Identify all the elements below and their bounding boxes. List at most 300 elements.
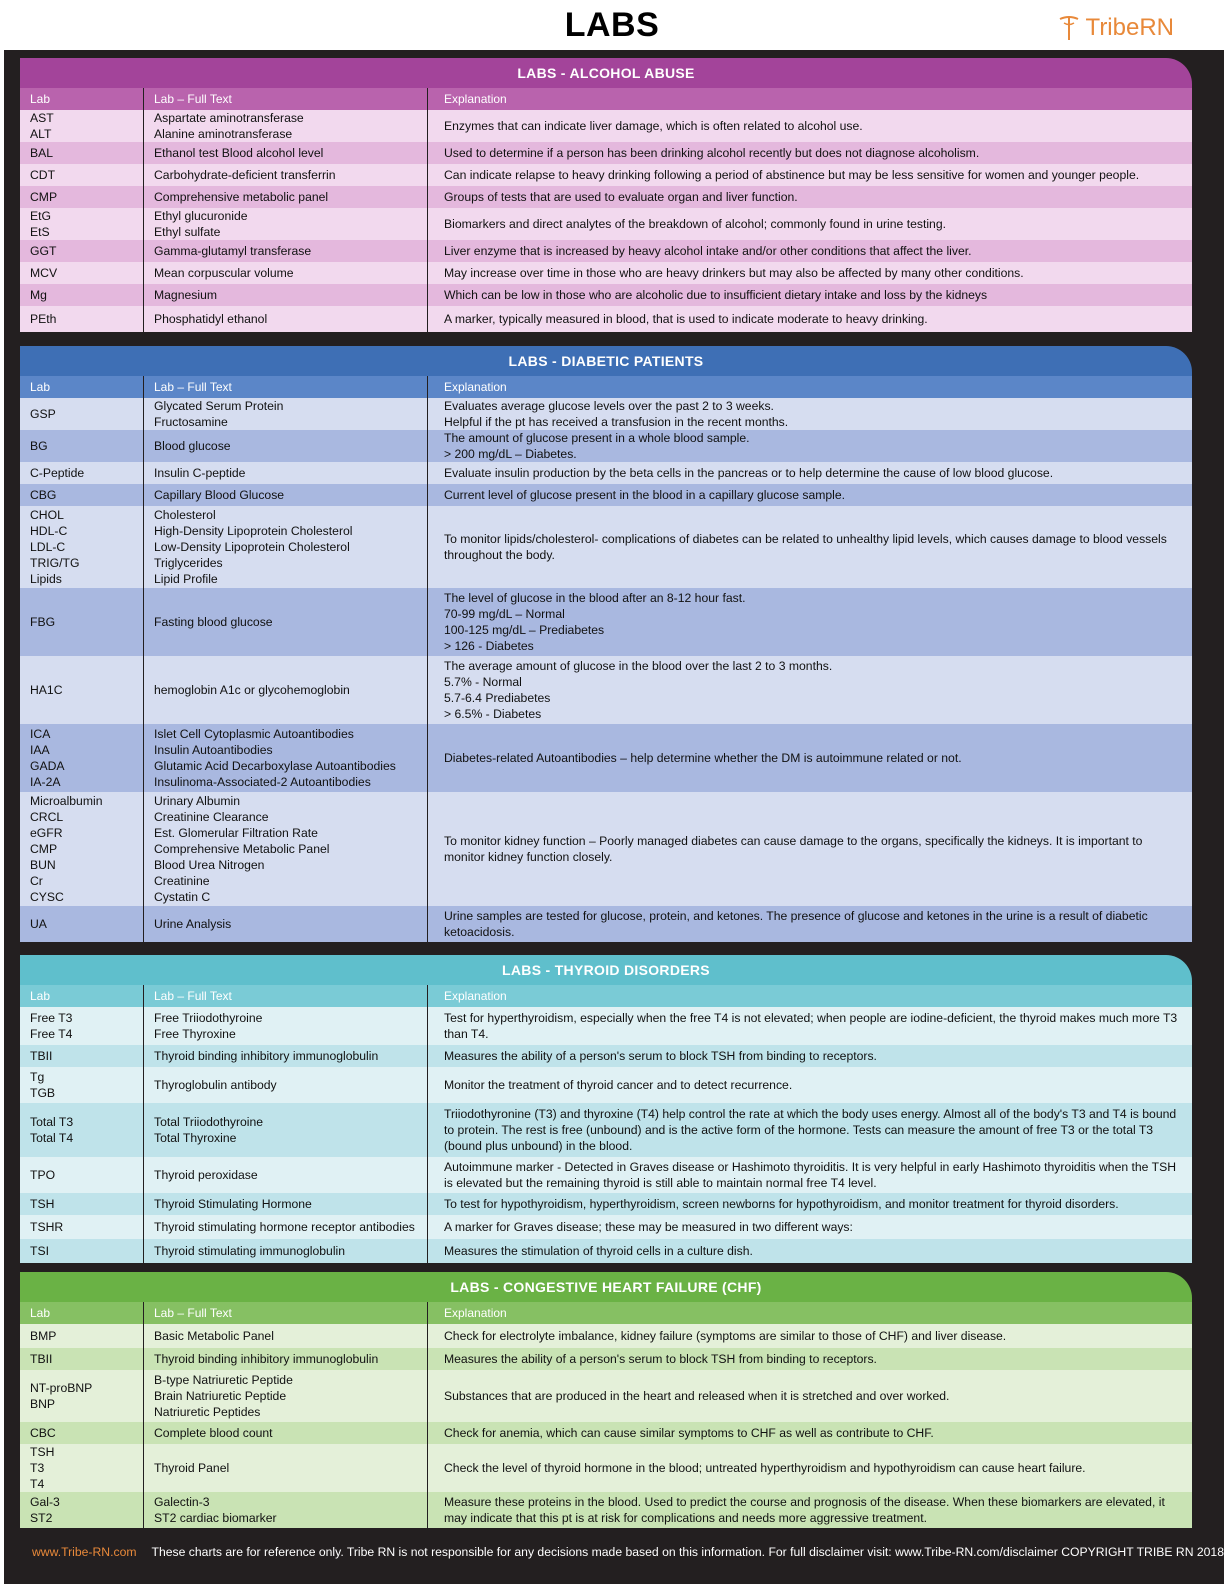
- lab-full-text: [144, 398, 428, 430]
- lab-abbreviation: [20, 724, 144, 792]
- lab-abbreviation-line: TPO: [30, 1168, 56, 1182]
- lab-explanation: [428, 1324, 1192, 1348]
- lab-abbreviation-line: CMP: [30, 842, 58, 856]
- lab-full-text: [144, 1067, 428, 1103]
- lab-full-text: [144, 1193, 428, 1215]
- lab-explanation: [428, 1444, 1192, 1492]
- lab-full-text: [144, 430, 428, 462]
- lab-abbreviation-line: Microalbumin: [30, 794, 103, 808]
- lab-explanation: [428, 430, 1192, 462]
- lab-abbreviation-line: TGB: [30, 1086, 56, 1100]
- lab-explanation: [428, 1193, 1192, 1215]
- lab-explanation: [428, 484, 1192, 506]
- lab-explanation-line: Liver enzyme that is increased by heavy alcohol intake and/or other conditions that affect the liver.: [444, 244, 972, 258]
- lab-full-text-line: Ethyl sulfate: [154, 225, 221, 239]
- lab-abbreviation-line: TBII: [30, 1352, 53, 1366]
- lab-explanation-line: 5.7-6.4 Prediabetes: [444, 691, 551, 705]
- lab-full-text-line: Phosphatidyl ethanol: [154, 312, 268, 326]
- table-row: [20, 1103, 1192, 1157]
- lab-abbreviation-line: TSH: [30, 1197, 55, 1211]
- table-row: [20, 284, 1192, 306]
- lab-explanation-line: 70-99 mg/dL – Normal: [444, 607, 565, 621]
- lab-full-text-line: ST2 cardiac biomarker: [154, 1511, 277, 1525]
- table-row: [20, 1215, 1192, 1239]
- lab-full-text-line: Ethanol test Blood alcohol level: [154, 146, 324, 160]
- lab-full-text-line: Glycated Serum Protein: [154, 399, 284, 413]
- lab-full-text-line: Thyroid Panel: [154, 1461, 230, 1475]
- lab-explanation: [428, 1157, 1192, 1193]
- lab-abbreviation-line: HA1C: [30, 683, 63, 697]
- lab-explanation-line: Check for anemia, which can cause similar symptoms to CHF as well as contribute to CHF.: [444, 1426, 934, 1440]
- lab-explanation-line: Test for hyperthyroidism, especially when the free T4 is not elevated; when people are iodine-deficient, the thyroid makes much more T3 than T4.: [444, 1011, 1178, 1041]
- lab-full-text-line: Free Thyroxine: [154, 1027, 236, 1041]
- lab-abbreviation-line: Tg: [30, 1070, 45, 1084]
- lab-abbreviation-line: GADA: [30, 759, 65, 773]
- lab-explanation-line: To test for hypothyroidism, hyperthyroidism, screen newborns for hypothyroidism, and monitor treatment for thyroid disorders.: [444, 1197, 1119, 1211]
- lab-full-text: [144, 1370, 428, 1422]
- lab-abbreviation: [20, 240, 144, 262]
- lab-full-text: [144, 724, 428, 792]
- column-header-explanation: Explanation: [444, 989, 507, 1003]
- lab-abbreviation-line: BMP: [30, 1329, 57, 1343]
- lab-explanation: [428, 306, 1192, 332]
- lab-abbreviation-line: Cr: [30, 874, 43, 888]
- lab-full-text-line: Alanine aminotransferase: [154, 127, 293, 141]
- column-header-full-text: Lab – Full Text: [144, 88, 428, 110]
- lab-abbreviation: [20, 1045, 144, 1067]
- lab-full-text-line: Lipid Profile: [154, 572, 218, 586]
- table-row: [20, 484, 1192, 506]
- brand-name: TribeRN: [1085, 14, 1174, 41]
- lab-abbreviation: [20, 1324, 144, 1348]
- lab-abbreviation: [20, 1444, 144, 1492]
- lab-abbreviation: [20, 1103, 144, 1157]
- lab-full-text-line: Urinary Albumin: [154, 794, 241, 808]
- lab-abbreviation-line: T3: [30, 1461, 45, 1475]
- column-header-lab: Lab: [20, 88, 144, 110]
- column-header-explanation: Explanation: [444, 92, 507, 106]
- lab-full-text-line: Mean corpuscular volume: [154, 266, 294, 280]
- lab-full-text-line: Carbohydrate-deficient transferrin: [154, 168, 336, 182]
- lab-abbreviation-line: GSP: [30, 407, 56, 421]
- lab-abbreviation: [20, 1157, 144, 1193]
- lab-abbreviation: [20, 1348, 144, 1370]
- lab-full-text: [144, 484, 428, 506]
- lab-explanation: [428, 906, 1192, 942]
- lab-abbreviation-line: BUN: [30, 858, 56, 872]
- lab-full-text: [144, 906, 428, 942]
- lab-full-text-line: Thyroid binding inhibitory immunoglobulin: [154, 1352, 379, 1366]
- lab-full-text-line: Galectin-3: [154, 1495, 210, 1509]
- section-title: LABS - DIABETIC PATIENTS: [20, 346, 1192, 376]
- lab-abbreviation: [20, 1007, 144, 1045]
- lab-explanation-line: Substances that are produced in the heart and released when it is stretched and over worked.: [444, 1389, 950, 1403]
- lab-abbreviation-line: ICA: [30, 727, 51, 741]
- table-row: [20, 262, 1192, 284]
- lab-explanation-line: To monitor lipids/cholesterol- complications of diabetes can be related to unhealthy lipid levels, which causes damage to blood vessels throughout the body.: [444, 532, 1167, 562]
- lab-abbreviation-line: TBII: [30, 1049, 53, 1063]
- table-row: [20, 208, 1192, 240]
- lab-explanation-line: Measures the stimulation of thyroid cells in a culture dish.: [444, 1244, 753, 1258]
- lab-full-text-line: Complete blood count: [154, 1426, 273, 1440]
- lab-abbreviation: [20, 186, 144, 208]
- lab-abbreviation-line: Mg: [30, 288, 47, 302]
- lab-explanation-line: A marker for Graves disease; these may be measured in two different ways:: [444, 1220, 853, 1234]
- lab-full-text-line: Fructosamine: [154, 415, 228, 429]
- column-header-row: [20, 1302, 1192, 1324]
- lab-abbreviation-line: ALT: [30, 127, 52, 141]
- lab-abbreviation-line: MCV: [30, 266, 58, 280]
- lab-abbreviation-line: TSH: [30, 1445, 55, 1459]
- lab-full-text-line: Free Triiodothyroine: [154, 1011, 263, 1025]
- lab-explanation-line: Triiodothyronine (T3) and thyroxine (T4) help control the rate at which the body uses energy. Almost all of the body's T3 and T4 is bound to protein. The rest is free (unbound) and is the active form of the hormone. Tests can measure the amount of free T3 or the total T3 (bound plus unbound) in the blood.: [444, 1107, 1177, 1153]
- table-row: [20, 724, 1192, 792]
- table-row: [20, 164, 1192, 186]
- lab-explanation-line: 100-125 mg/dL – Prediabetes: [444, 623, 605, 637]
- lab-abbreviation: [20, 792, 144, 906]
- lab-full-text-line: Islet Cell Cytoplasmic Autoantibodies: [154, 727, 354, 741]
- lab-full-text-line: Comprehensive Metabolic Panel: [154, 842, 330, 856]
- lab-explanation-line: > 126 - Diabetes: [444, 639, 534, 653]
- lab-abbreviation-line: LDL-C: [30, 540, 66, 554]
- column-header-lab: Lab: [20, 376, 144, 398]
- lab-abbreviation-line: TRIG/TG: [30, 556, 80, 570]
- table-row: [20, 906, 1192, 942]
- lab-abbreviation: [20, 656, 144, 724]
- table-row: [20, 1045, 1192, 1067]
- lab-explanation-line: > 200 mg/dL – Diabetes.: [444, 447, 577, 461]
- lab-full-text-line: Glutamic Acid Decarboxylase Autoantibodies: [154, 759, 396, 773]
- table-row: [20, 186, 1192, 208]
- lab-full-text-line: Blood glucose: [154, 439, 231, 453]
- table-row: [20, 1370, 1192, 1422]
- lab-abbreviation-line: Lipids: [30, 572, 62, 586]
- section-title: LABS - ALCOHOL ABUSE: [20, 58, 1192, 88]
- lab-full-text: [144, 1239, 428, 1263]
- lab-abbreviation: [20, 110, 144, 142]
- column-header-full-text: Lab – Full Text: [144, 1302, 428, 1324]
- lab-explanation-line: To monitor kidney function – Poorly managed diabetes can cause damage to the organs, specifically the kidneys. It is important to monitor kidney function closely.: [444, 834, 1143, 864]
- lab-abbreviation: [20, 142, 144, 164]
- footer-disclaimer: These charts are for reference only. Tribe RN is not responsible for any decisions made based on this information. For full disclaimer visit: www.Tribe-RN.com/disclaimer COPYRIGHT TRIBE RN 2018: [151, 1545, 1224, 1559]
- column-header-lab: Lab: [20, 1302, 144, 1324]
- table-row: [20, 1324, 1192, 1348]
- lab-explanation: [428, 1007, 1192, 1045]
- lab-full-text-line: High-Density Lipoprotein Cholesterol: [154, 524, 353, 538]
- column-header-explanation: Explanation: [444, 380, 507, 394]
- lab-abbreviation: [20, 484, 144, 506]
- lab-abbreviation-line: CMP: [30, 190, 58, 204]
- lab-full-text-line: Triglycerides: [154, 556, 223, 570]
- lab-abbreviation: [20, 588, 144, 656]
- lab-explanation: [428, 1348, 1192, 1370]
- lab-abbreviation-line: BAL: [30, 146, 54, 160]
- lab-abbreviation: [20, 1492, 144, 1528]
- section-0: [20, 58, 1192, 332]
- lab-abbreviation: [20, 1239, 144, 1263]
- lab-full-text-line: Thyroid stimulating immunoglobulin: [154, 1244, 346, 1258]
- lab-full-text-line: Insulin Autoantibodies: [154, 743, 273, 757]
- lab-abbreviation-line: IA-2A: [30, 775, 61, 789]
- lab-full-text-line: Est. Glomerular Filtration Rate: [154, 826, 318, 840]
- lab-full-text-line: Ethyl glucuronide: [154, 209, 248, 223]
- lab-full-text-line: Thyroid stimulating hormone receptor antibodies: [154, 1220, 415, 1234]
- lab-explanation: [428, 1239, 1192, 1263]
- lab-abbreviation-line: CBC: [30, 1426, 56, 1440]
- lab-explanation-line: Can indicate relapse to heavy drinking following a period of abstinence but may be less sensitive for women and younger people.: [444, 168, 1140, 182]
- table-row: [20, 1067, 1192, 1103]
- table-row: [20, 506, 1192, 588]
- column-header-full-text: Lab – Full Text: [144, 376, 428, 398]
- lab-full-text-line: Total Triiodothyroine: [154, 1115, 264, 1129]
- lab-explanation-line: Used to determine if a person has been drinking alcohol recently but does not diagnose alcoholism.: [444, 146, 980, 160]
- table-row: [20, 142, 1192, 164]
- lab-explanation-line: May increase over time in those who are heavy drinkers but may also be affected by many other conditions.: [444, 266, 1024, 280]
- table-row: [20, 1422, 1192, 1444]
- lab-abbreviation: [20, 208, 144, 240]
- lab-full-text: [144, 284, 428, 306]
- lab-explanation-line: The average amount of glucose in the blood over the last 2 to 3 months.: [444, 659, 833, 673]
- lab-full-text-line: Insulin C-peptide: [154, 466, 246, 480]
- lab-explanation: [428, 656, 1192, 724]
- lab-abbreviation-line: GGT: [30, 244, 57, 258]
- lab-abbreviation: [20, 1193, 144, 1215]
- lab-explanation: [428, 1492, 1192, 1528]
- section-3: [20, 1272, 1192, 1528]
- lab-explanation-line: Autoimmune marker - Detected in Graves disease or Hashimoto thyroiditis. It is very helpful in early Hashimoto thyroiditis when the TSH is elevated but the remaining thyroid is still able to maintain normal free T4 level.: [444, 1160, 1176, 1190]
- lab-full-text-line: Thyroid Stimulating Hormone: [154, 1197, 312, 1211]
- lab-explanation: [428, 262, 1192, 284]
- section-title: LABS - THYROID DISORDERS: [20, 955, 1192, 985]
- lab-abbreviation-line: NT-proBNP: [30, 1381, 93, 1395]
- lab-full-text-line: Natriuretic Peptides: [154, 1405, 261, 1419]
- lab-explanation: [428, 792, 1192, 906]
- lab-abbreviation: [20, 1370, 144, 1422]
- table-row: [20, 398, 1192, 430]
- lab-explanation-line: Measure these proteins in the blood. Used to predict the course and prognosis of the disease. When these biomarkers are elevated, it may indicate that this pt is at risk for complications and needs more aggressive treatment.: [444, 1495, 1165, 1525]
- lab-full-text-line: Aspartate aminotransferase: [154, 111, 304, 125]
- lab-full-text: [144, 1157, 428, 1193]
- lab-explanation-line: Check for electrolyte imbalance, kidney failure (symptoms are similar to those of CHF) and liver disease.: [444, 1329, 1007, 1343]
- page-title: LABS: [564, 6, 660, 44]
- lab-full-text: [144, 1215, 428, 1239]
- table-row: [20, 1444, 1192, 1492]
- lab-abbreviation-line: ST2: [30, 1511, 53, 1525]
- lab-full-text-line: Thyroid binding inhibitory immunoglobulin: [154, 1049, 379, 1063]
- lab-full-text: [144, 506, 428, 588]
- table-row: [20, 430, 1192, 462]
- lab-full-text-line: Capillary Blood Glucose: [154, 488, 285, 502]
- lab-full-text-line: Blood Urea Nitrogen: [154, 858, 265, 872]
- lab-explanation-line: Evaluates average glucose levels over the past 2 to 3 weeks.: [444, 399, 774, 413]
- lab-abbreviation-line: eGFR: [30, 826, 63, 840]
- lab-abbreviation-line: FBG: [30, 615, 56, 629]
- lab-explanation: [428, 724, 1192, 792]
- lab-explanation-line: Groups of tests that are used to evaluate organ and liver function.: [444, 190, 798, 204]
- section-1: [20, 346, 1192, 942]
- lab-abbreviation-line: CDT: [30, 168, 56, 182]
- lab-abbreviation-line: Total T3: [30, 1115, 74, 1129]
- lab-full-text-line: Basic Metabolic Panel: [154, 1329, 274, 1343]
- footer: [4, 1540, 1224, 1564]
- lab-full-text: [144, 1444, 428, 1492]
- lab-explanation: [428, 1422, 1192, 1444]
- lab-abbreviation: [20, 1422, 144, 1444]
- lab-full-text: [144, 262, 428, 284]
- lab-abbreviation: [20, 430, 144, 462]
- lab-full-text-line: Thyroglobulin antibody: [154, 1078, 277, 1092]
- table-row: [20, 1492, 1192, 1528]
- lab-abbreviation-line: CYSC: [30, 890, 64, 904]
- table-row: [20, 306, 1192, 332]
- column-header-row: [20, 376, 1192, 398]
- lab-abbreviation: [20, 1215, 144, 1239]
- table-row: [20, 1157, 1192, 1193]
- lab-abbreviation-line: EtS: [30, 225, 50, 239]
- lab-abbreviation: [20, 462, 144, 484]
- lab-full-text-line: hemoglobin A1c or glycohemoglobin: [154, 683, 350, 697]
- lab-explanation: [428, 1067, 1192, 1103]
- lab-explanation-line: The amount of glucose present in a whole blood sample.: [444, 431, 750, 445]
- lab-explanation: [428, 462, 1192, 484]
- lab-explanation-line: The level of glucose in the blood after an 8-12 hour fast.: [444, 591, 746, 605]
- column-header-full-text: Lab – Full Text: [144, 985, 428, 1007]
- lab-explanation: [428, 1215, 1192, 1239]
- lab-explanation-line: Which can be low in those who are alcoholic due to insufficient dietary intake and loss by the kidneys: [444, 288, 988, 302]
- section-title: LABS - CONGESTIVE HEART FAILURE (CHF): [20, 1272, 1192, 1302]
- lab-explanation: [428, 186, 1192, 208]
- column-header-row: [20, 985, 1192, 1007]
- lab-full-text-line: Cholesterol: [154, 508, 216, 522]
- lab-explanation-line: 5.7% - Normal: [444, 675, 522, 689]
- lab-explanation-line: Enzymes that can indicate liver damage, which is often related to alcohol use.: [444, 119, 863, 133]
- lab-full-text-line: Magnesium: [154, 288, 217, 302]
- lab-explanation: [428, 398, 1192, 430]
- lab-full-text-line: Cystatin C: [154, 890, 211, 904]
- lab-abbreviation-line: BNP: [30, 1397, 56, 1411]
- lab-full-text-line: Creatinine Clearance: [154, 810, 269, 824]
- lab-abbreviation-line: UA: [30, 917, 47, 931]
- lab-explanation-line: Measures the ability of a person's serum to block TSH from binding to receptors.: [444, 1049, 877, 1063]
- lab-explanation-line: Check the level of thyroid hormone in the blood; untreated hyperthyroidism and hypothyroidism can cause heart failure.: [444, 1461, 1086, 1475]
- caduceus-icon: [1058, 15, 1080, 41]
- lab-full-text-line: Fasting blood glucose: [154, 615, 273, 629]
- table-row: [20, 110, 1192, 142]
- lab-abbreviation-line: PEth: [30, 312, 57, 326]
- table-row: [20, 1239, 1192, 1263]
- lab-full-text: [144, 208, 428, 240]
- lab-explanation: [428, 284, 1192, 306]
- lab-abbreviation-line: EtG: [30, 209, 51, 223]
- lab-abbreviation-line: Gal-3: [30, 1495, 60, 1509]
- lab-explanation-line: Monitor the treatment of thyroid cancer and to detect recurrence.: [444, 1078, 793, 1092]
- column-header-row: [20, 88, 1192, 110]
- lab-explanation: [428, 1045, 1192, 1067]
- lab-explanation-line: Biomarkers and direct analytes of the breakdown of alcohol; commonly found in urine testing.: [444, 217, 946, 231]
- lab-full-text: [144, 792, 428, 906]
- lab-abbreviation: [20, 398, 144, 430]
- lab-abbreviation-line: IAA: [30, 743, 50, 757]
- lab-abbreviation-line: CBG: [30, 488, 57, 502]
- lab-abbreviation: [20, 306, 144, 332]
- lab-explanation: [428, 164, 1192, 186]
- lab-explanation: [428, 506, 1192, 588]
- lab-full-text: [144, 1007, 428, 1045]
- lab-full-text: [144, 462, 428, 484]
- table-row: [20, 1348, 1192, 1370]
- lab-abbreviation-line: T4: [30, 1477, 45, 1491]
- lab-full-text-line: Insulinoma-Associated-2 Autoantibodies: [154, 775, 371, 789]
- lab-full-text: [144, 164, 428, 186]
- lab-full-text: [144, 1103, 428, 1157]
- table-row: [20, 1193, 1192, 1215]
- lab-explanation-line: > 6.5% - Diabetes: [444, 707, 542, 721]
- lab-abbreviation-line: AST: [30, 111, 54, 125]
- lab-full-text-line: Comprehensive metabolic panel: [154, 190, 329, 204]
- lab-abbreviation-line: C-Peptide: [30, 466, 85, 480]
- lab-full-text-line: Low-Density Lipoprotein Cholesterol: [154, 540, 350, 554]
- lab-full-text: [144, 1348, 428, 1370]
- lab-explanation-line: A marker, typically measured in blood, that is used to indicate moderate to heavy drinking.: [444, 312, 928, 326]
- lab-abbreviation-line: Free T3: [30, 1011, 73, 1025]
- lab-abbreviation: [20, 506, 144, 588]
- lab-full-text-line: Thyroid peroxidase: [154, 1168, 258, 1182]
- page-header: [0, 0, 1224, 50]
- lab-explanation: [428, 588, 1192, 656]
- lab-abbreviation-line: BG: [30, 439, 48, 453]
- lab-full-text-line: Creatinine: [154, 874, 210, 888]
- lab-full-text-line: Brain Natriuretic Peptide: [154, 1389, 287, 1403]
- lab-abbreviation: [20, 1067, 144, 1103]
- lab-abbreviation: [20, 284, 144, 306]
- lab-explanation: [428, 1370, 1192, 1422]
- lab-abbreviation-line: Total T4: [30, 1131, 74, 1145]
- table-row: [20, 240, 1192, 262]
- table-row: [20, 1007, 1192, 1045]
- lab-abbreviation-line: CRCL: [30, 810, 64, 824]
- lab-full-text-line: Urine Analysis: [154, 917, 232, 931]
- lab-full-text: [144, 1045, 428, 1067]
- lab-abbreviation-line: TSHR: [30, 1220, 64, 1234]
- lab-explanation-line: Measures the ability of a person's serum to block TSH from binding to receptors.: [444, 1352, 877, 1366]
- lab-full-text: [144, 306, 428, 332]
- lab-abbreviation: [20, 164, 144, 186]
- column-header-lab: Lab: [20, 985, 144, 1007]
- lab-full-text: [144, 656, 428, 724]
- lab-full-text: [144, 240, 428, 262]
- lab-full-text-line: B-type Natriuretic Peptide: [154, 1373, 293, 1387]
- table-row: [20, 588, 1192, 656]
- lab-full-text: [144, 142, 428, 164]
- footer-link[interactable]: www.Tribe-RN.com: [32, 1545, 137, 1559]
- lab-abbreviation: [20, 262, 144, 284]
- lab-explanation-line: Helpful if the pt has received a transfusion in the recent months.: [444, 415, 789, 429]
- lab-explanation-line: Urine samples are tested for glucose, protein, and ketones. The presence of glucose and ketones in the urine is a result of diabetic ketoacidosis.: [444, 909, 1148, 939]
- lab-abbreviation-line: CHOL: [30, 508, 64, 522]
- lab-full-text: [144, 186, 428, 208]
- section-2: [20, 955, 1192, 1263]
- lab-explanation-line: Current level of glucose present in the blood in a capillary glucose sample.: [444, 488, 846, 502]
- lab-full-text: [144, 1492, 428, 1528]
- table-row: [20, 792, 1192, 906]
- lab-explanation: [428, 240, 1192, 262]
- lab-full-text: [144, 1324, 428, 1348]
- table-row: [20, 462, 1192, 484]
- lab-full-text-line: Gamma-glutamyl transferase: [154, 244, 312, 258]
- lab-explanation: [428, 110, 1192, 142]
- lab-full-text-line: Total Thyroxine: [154, 1131, 237, 1145]
- column-header-explanation: Explanation: [444, 1306, 507, 1320]
